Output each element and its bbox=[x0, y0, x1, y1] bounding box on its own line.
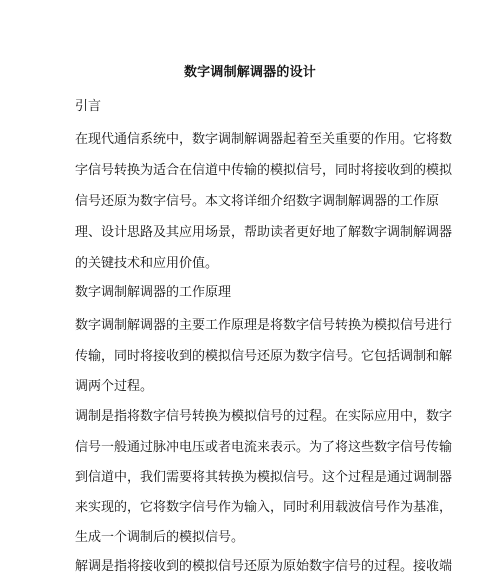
paragraph-line-partial: 解调是指将接收到的模拟信号还原为原始数字信号的过程。接收端 bbox=[75, 559, 453, 574]
paragraph-line: 理、设计思路及其应用场景，帮助读者更好地了解数字调制解调器 bbox=[75, 225, 453, 240]
paragraph-line: 调两个过程。 bbox=[75, 379, 154, 394]
paragraph-line: 到信道中，我们需要将其转换为模拟信号。这个过程是通过调制器 bbox=[75, 470, 453, 485]
paragraph-line: 信号一般通过脉冲电压或者电流来表示。为了将这些数字信号传输 bbox=[75, 440, 453, 455]
paragraph-line: 的关键技术和应用价值。 bbox=[75, 256, 219, 271]
paragraph-line: 传输，同时将接收到的模拟信号还原为数字信号。它包括调制和解 bbox=[75, 349, 453, 364]
section-heading-introduction: 引言 bbox=[75, 99, 102, 114]
paragraph-line: 调制是指将数字信号转换为模拟信号的过程。在实际应用中，数字 bbox=[75, 409, 453, 424]
document-title: 数字调制解调器的设计 bbox=[183, 65, 316, 80]
paragraph-line: 数字调制解调器的主要工作原理是将数字信号转换为模拟信号进行 bbox=[75, 318, 453, 333]
paragraph-line: 信号还原为数字信号。本文将详细介绍数字调制解调器的工作原 bbox=[75, 194, 440, 209]
paragraph-line: 在现代通信系统中，数字调制解调器起着至关重要的作用。它将数 bbox=[75, 132, 453, 147]
paragraph-line: 来实现的，它将数字信号作为输入，同时利用载波信号作为基准， bbox=[75, 500, 453, 515]
section-heading-working-principle: 数字调制解调器的工作原理 bbox=[75, 285, 232, 300]
paragraph-line: 字信号转换为适合在信道中传输的模拟信号，同时将接收到的模拟 bbox=[75, 163, 453, 178]
paragraph-line: 生成一个调制后的模拟信号。 bbox=[75, 530, 245, 545]
